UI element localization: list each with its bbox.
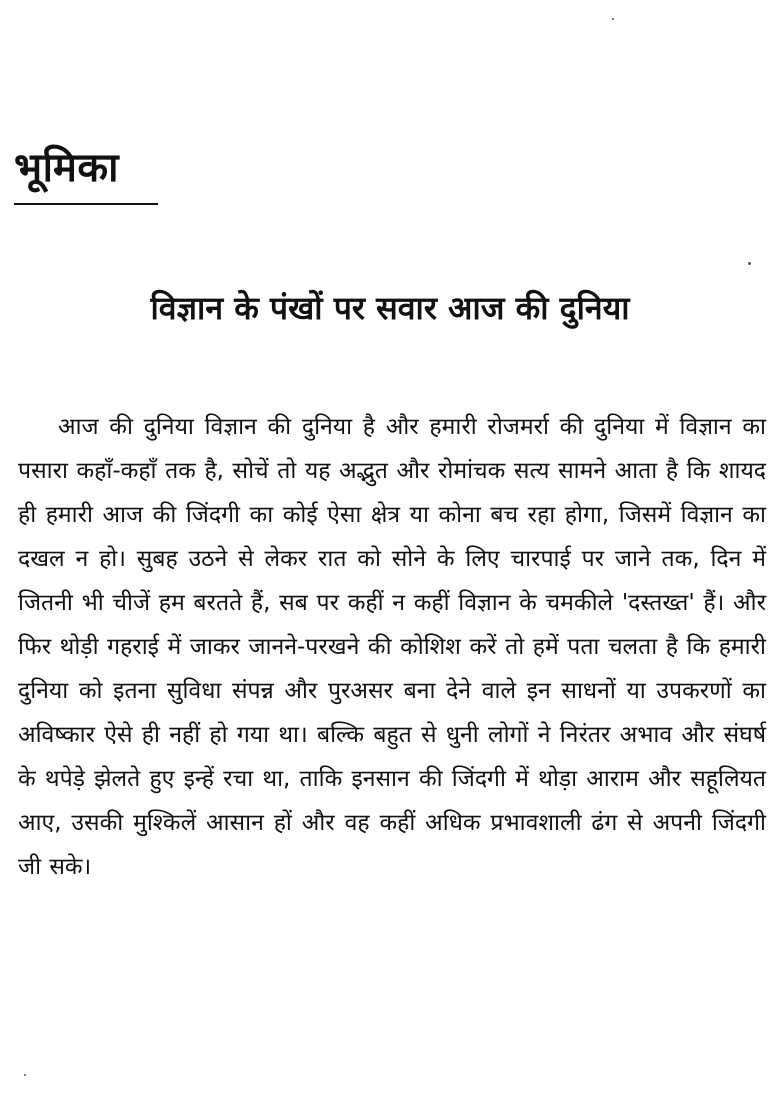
- section-heading: भूमिका: [14, 145, 119, 191]
- scan-speck: [612, 18, 614, 20]
- body-paragraph: आज की दुनिया विज्ञान की दुनिया है और हमारी रोजमर्रा की दुनिया में विज्ञान का पसारा कहाँ-कहाँ तक है, सोचें तो यह अद्भुत और रोमांचक सत्य सामने आता है कि शायद ही हमारी आज की जिंदगी का कोई ऐसा क्षेत्र या कोना बच रहा होगा, जिसमें विज्ञान का दखल न हो। सुबह उठने से लेकर रात को सोने के लिए चारपाई पर जाने तक, दिन में जितनी भी चीजें हम बरतते हैं, सब पर कहीं न कहीं विज्ञान के चमकीले 'दस्तख्त' हैं। और फिर थोड़ी गहराई में जाकर जानने-परखने की कोशिश करें तो हमें पता चलता है कि हमारी दुनिया को इतना सुविधा संपन्न और पुरअसर बना देने वाले इन साधनों या उपकरणों का अविष्कार ऐसे ही नहीं हो गया था। बल्कि बहुत से धुनी लोगों ने निरंतर अभाव और संघर्ष के थपेड़े झेलते हुए इन्हें रचा था, ताकि इनसान की जिंदगी में थोड़ा आराम और सहूलियत आए, उसकी मुश्किलें आसान हों और वह कहीं अधिक प्रभावशाली ढंग से अपनी जिंदगी जी सके।: [18, 414, 766, 880]
- scan-speck: [748, 262, 751, 265]
- scan-speck: [24, 1074, 26, 1076]
- chapter-title: विज्ञान के पंखों पर सवार आज की दुनिया: [150, 289, 630, 327]
- heading-underline: [14, 203, 158, 205]
